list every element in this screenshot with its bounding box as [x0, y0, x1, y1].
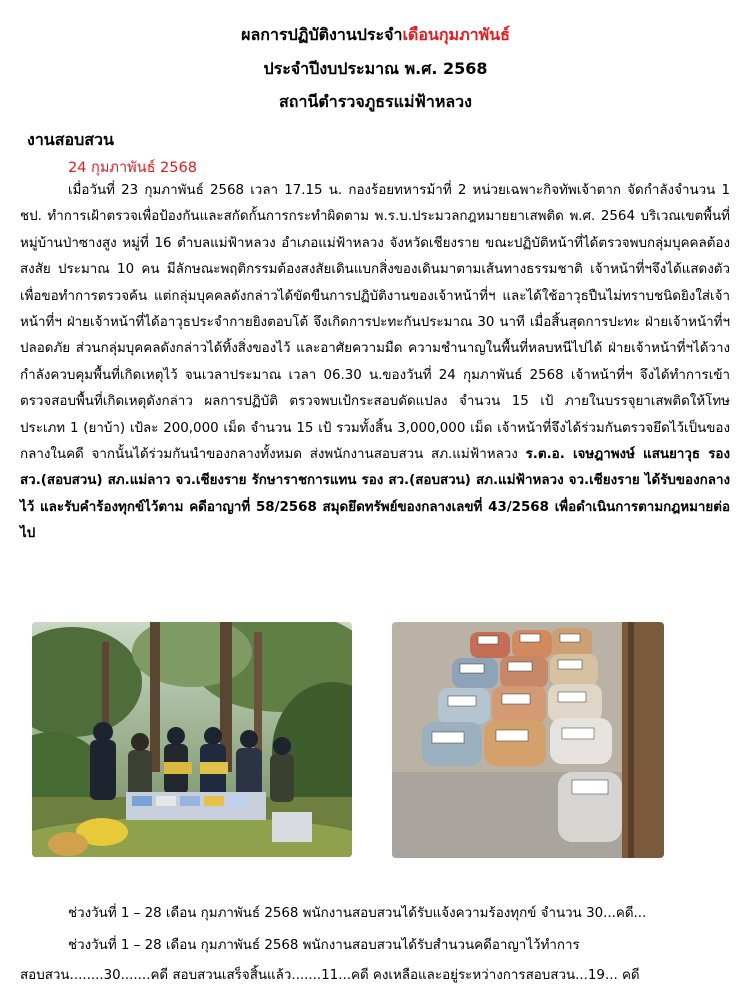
- body-text-bold: ร.ต.อ. เจษฎาพงษ์ แสนยาวุธ รอง สว.(สอบสวน) สภ.แม่ลาว จว.เชียงราย รักษาราชการแทน รอง สว.(สอบสวน) สภ.แม่ฟ้าหลวง จว.เชียงราย ได้รับของกลางไว้ และรับคำร้องทุกข์ไว้ตาม คดีอาญาที่ 58/2568 สมุดยึดทรัพย์ของกลางเลขที่ 43/2568 เพื่อดำเนินการตามกฎหมายต่อไป: [20, 447, 731, 542]
- footer-cases-line: ช่วงวันที่ 1 – 28 เดือน กุมภาพันธ์ 2568 พนักงานสอบสวนได้รับสำนวนคดีอาญาไว้ทำการ: [68, 938, 580, 953]
- section-title: งานสอบสวน: [27, 130, 114, 149]
- report-body: [20, 178, 730, 548]
- title-line-1: [0, 24, 751, 46]
- title-month-highlight: เดือนกุมภาพันธ์: [402, 25, 510, 44]
- sacks-photo-illustration: [392, 622, 664, 858]
- title-line-2: ประจำปีงบประมาณ พ.ศ. 2568: [263, 59, 488, 78]
- officers-photo-illustration: [32, 622, 352, 857]
- body-text: เมื่อวันที่ 23 กุมภาพันธ์ 2568 เวลา 17.15 น. กองร้อยทหารม้าที่ 2 หน่วยเฉพาะกิจทัพเจ้าตาก จัดกำลังจำนวน 1 ชป. ทำการเฝ้าตรวจเพื่อป้องกันและสกัดกั้นการกระทำผิดตาม พ.ร.บ.ประมวลกฎหมายยาเสพติด พ.ศ. 2564 บริเวณเขตพื้นที่หมู่บ้านป่าซางสูง หมู่ที่ 16 ตำบลแม่ฟ้าหลวง อำเภอแม่ฟ้าหลวง จังหวัดเชียงราย ขณะปฏิบัติหน้าที่ได้ตรวจพบกลุ่มบุคคลต้องสงสัย ประมาณ 10 คน มีลักษณะพฤติกรรมต้องสงสัยเดินแบกสิ่งของเดินมาตามเส้นทางธรรมชาติ เจ้าหน้าที่ฯจึงได้แสดงตัวเพื่อขอทำการตรวจค้น แต่กลุ่มบุคคลดังกล่าวได้ขัดขืนการปฏิบัติงานของเจ้าหน้าที่ฯ และได้ใช้อาวุธปืนไม่ทราบชนิดยิงใส่เจ้าหน้าที่ฯ ฝ่ายเจ้าหน้าที่ได้อาวุธประจำกายยิงตอบโต้ จึงเกิดการปะทะกันประมาณ 30 นาที เมื่อสิ้นสุดการปะทะ ฝ่ายเจ้าหน้าที่ฯปลอดภัย ส่วนกลุ่มบุคคลดังกล่าวได้ทิ้งสิ่งของไว้ และอาศัยความมืด ความชำนาญในพื้นที่หลบหนีไปได้ ฝ่ายเจ้าหน้าที่ฯได้วางกำลังควบคุมพื้นที่เกิดเหตุไว้ จนเวลาประมาณ เวลา 06.30 น.ของวันที่ 24 กุมภาพันธ์ 2568 เจ้าหน้าที่ฯ จึงได้ทำการเข้าตรวจสอบพื้นที่เกิดเหตุดังกล่าว ผลการปฏิบัติ ตรวจพบเป้กระสอบดัดแปลง จำนวน 15 เป้ ภายในบรรจุยาเสพติดให้โทษประเภท 1 (ยาบ้า) เป้ละ 200,000 เม็ด จำนวน 15 เป้ รวมทั้งสิ้น 3,000,000 เม็ด เจ้าหน้าที่จึงได้ร่วมกันตรวจยึดไว้เป็นของกลางในคดี จากนั้นได้ร่วมกันนำของกลางทั้งหมด ส่งพนักงานสอบสวน สภ.แม่ฟ้าหลวง: [20, 183, 730, 463]
- report-date: 24 กุมภาพันธ์ 2568: [68, 160, 197, 176]
- footer-investigation-status-line: สอบสวน........30.......คดี สอบสวนเสร็จสิ้นแล้ว.......11...คดี คงเหลือและอยู่ระหว่างการสอบสวน...19... คดี: [20, 968, 640, 983]
- footer-complaints-line: ช่วงวันที่ 1 – 28 เดือน กุมภาพันธ์ 2568 พนักงานสอบสวนได้รับแจ้งความร้องทุกข์ จำนวน 30...คดี...: [68, 906, 647, 921]
- title-line-3: สถานีตำรวจภูธรแม่ฟ้าหลวง: [279, 92, 472, 111]
- officers-with-seized-drugs-photo: [32, 622, 352, 857]
- seized-sacks-photo: [392, 622, 664, 858]
- title-prefix: ผลการปฏิบัติงานประจำ: [241, 25, 403, 44]
